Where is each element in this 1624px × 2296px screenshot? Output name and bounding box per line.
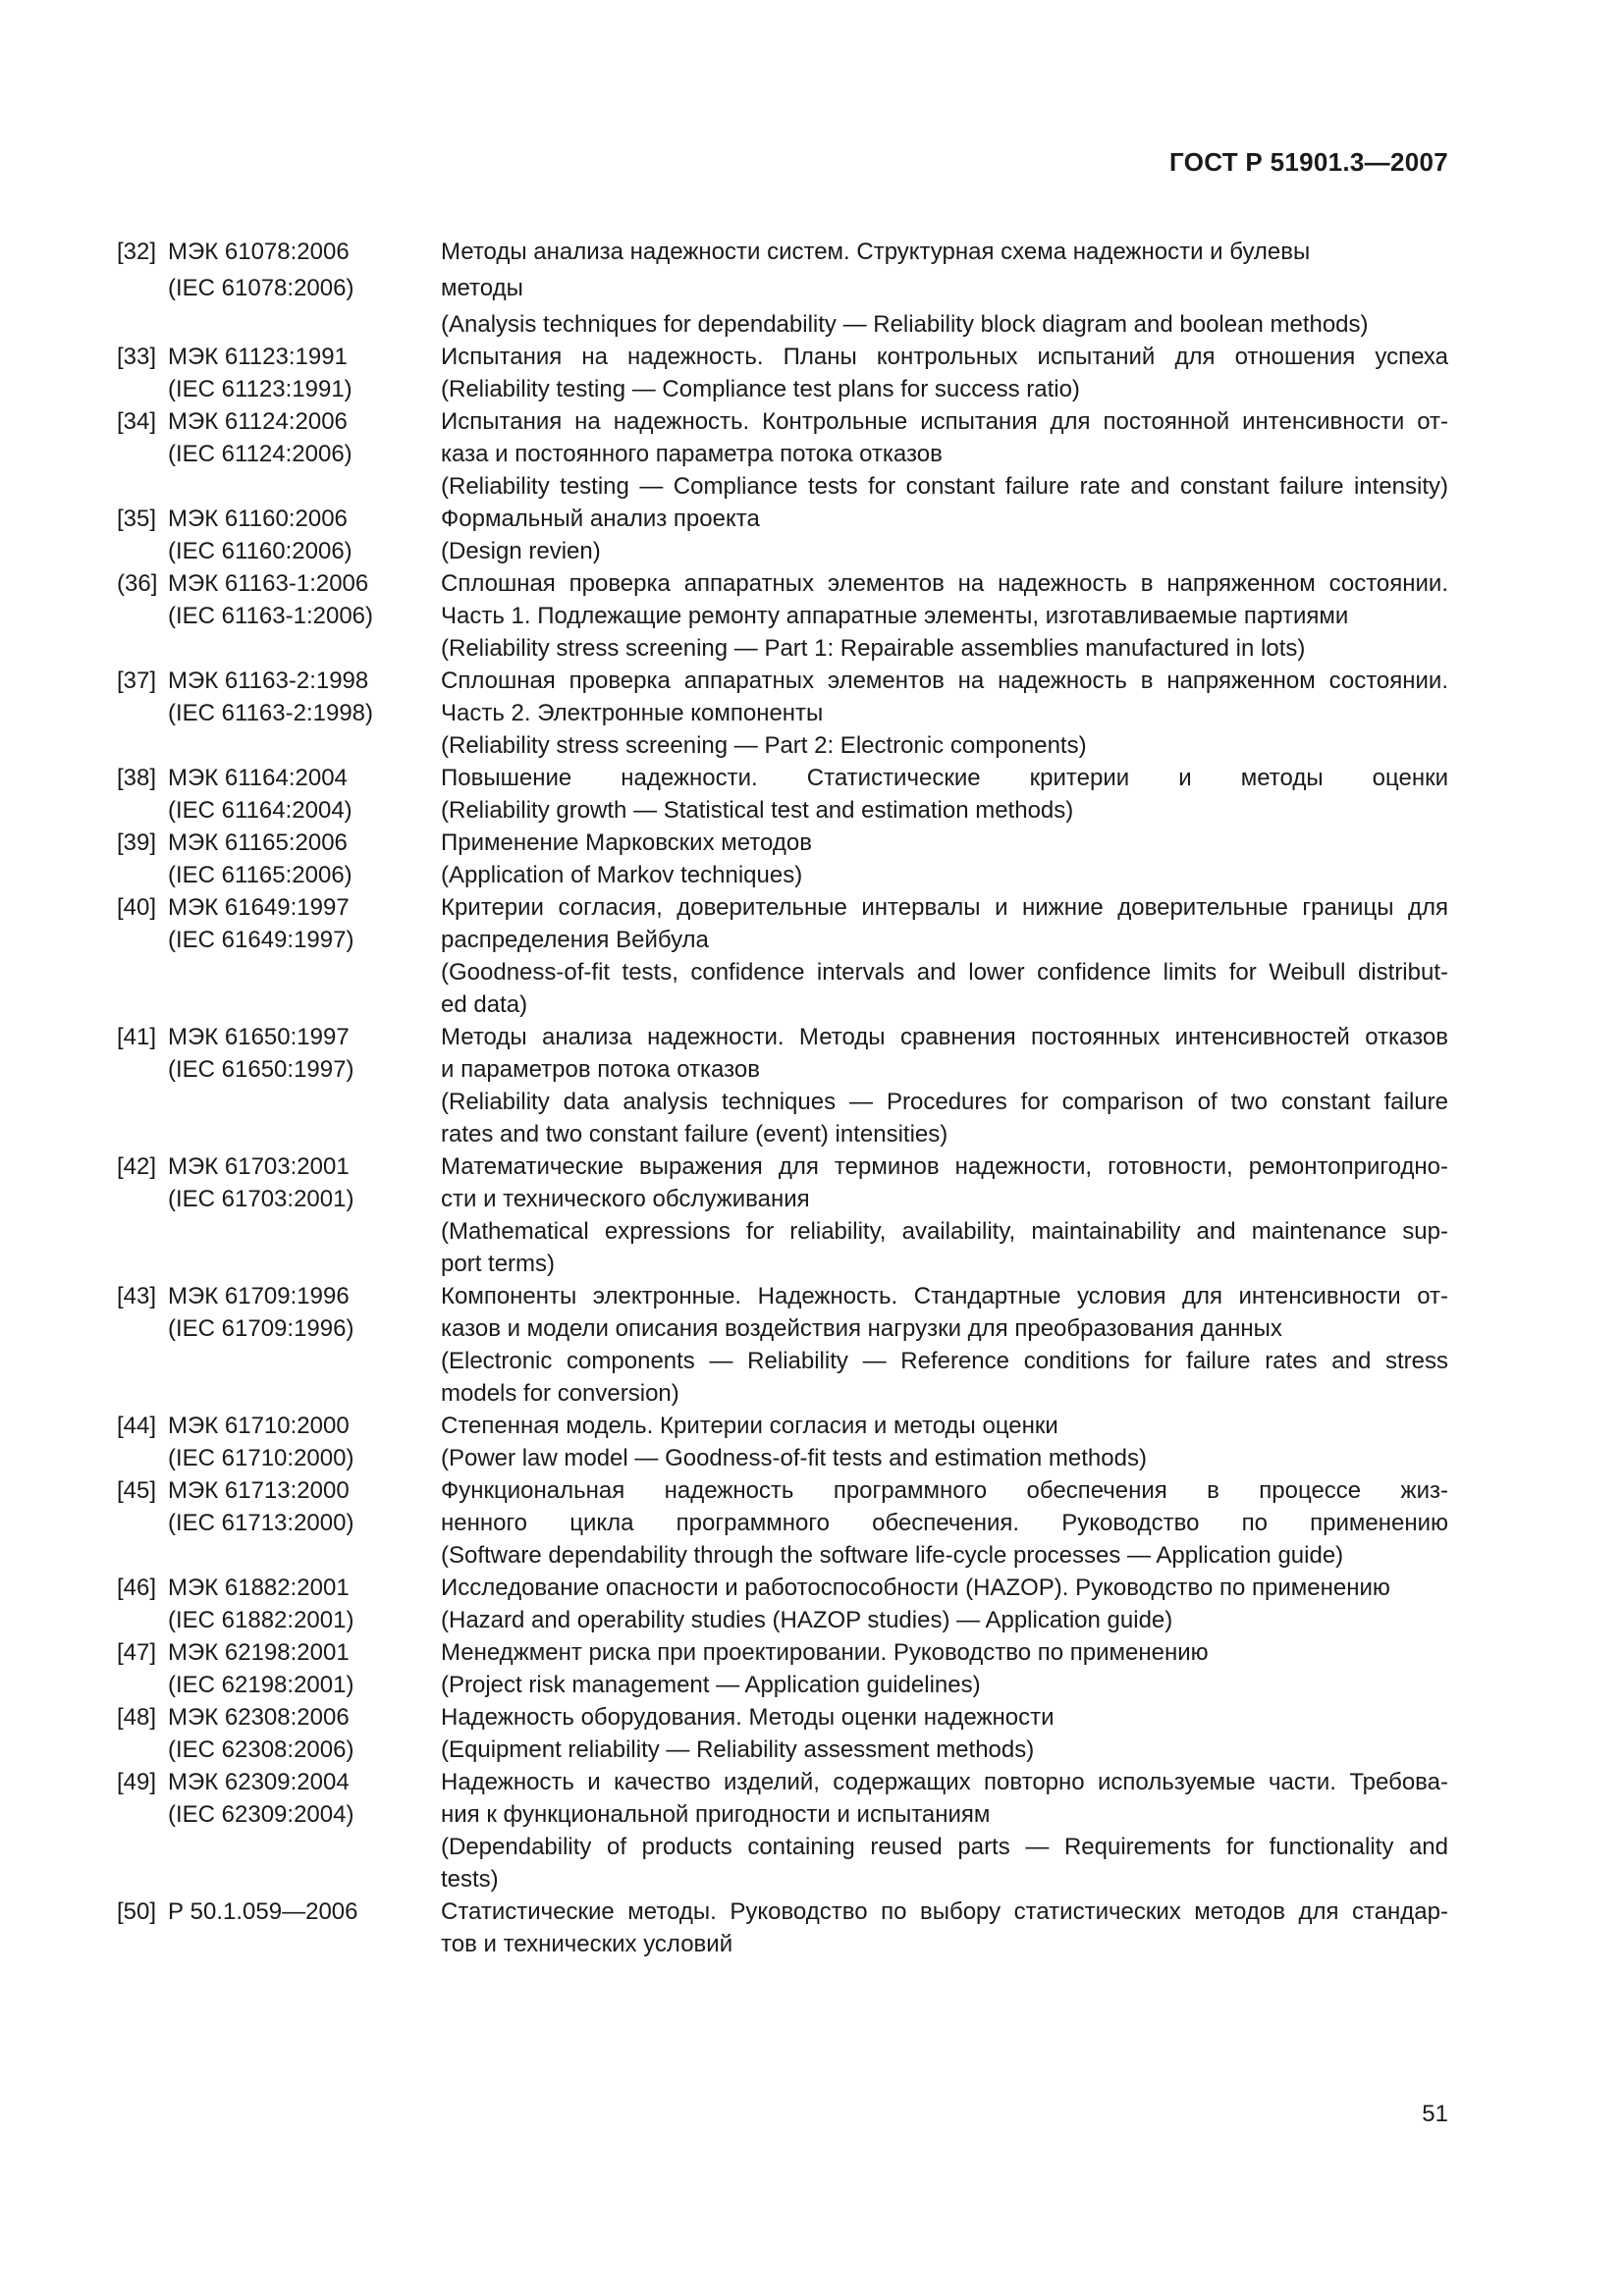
- reference-title-line: Функциональная надежность программного обеспечения в процессе жиз-: [441, 1477, 1448, 1504]
- reference-code: МЭК 61160:2006: [168, 506, 348, 532]
- reference-number: (36]: [117, 570, 158, 597]
- reference-code: МЭК 61709:1996: [168, 1283, 350, 1309]
- reference-number: [50]: [117, 1898, 157, 1925]
- reference-item: [117, 1150, 1448, 1280]
- reference-title-line: (Goodness-of-fit tests, confidence intervals and lower confidence limits for Weibull distribut-: [441, 959, 1448, 986]
- reference-title-line: тов и технических условий: [441, 1931, 733, 1957]
- reference-iec-code: (IEC 61882:2001): [168, 1607, 354, 1633]
- reference-iec-code: (IEC 61163-2:1998): [168, 700, 374, 726]
- reference-iec-code: (IEC 61164:2004): [168, 797, 352, 824]
- reference-number: [45]: [117, 1477, 157, 1504]
- reference-number: [34]: [117, 408, 157, 435]
- reference-code: Р 50.1.059—2006: [168, 1898, 358, 1925]
- reference-item: [117, 1021, 1448, 1150]
- reference-title-line: (Reliability growth — Statistical test and estimation methods): [441, 797, 1074, 824]
- reference-title-line: каза и постоянного параметра потока отказов: [441, 441, 943, 467]
- reference-item: [117, 827, 1448, 891]
- reference-title-line: Применение Марковских методов: [441, 829, 812, 856]
- reference-title-line: Сплошная проверка аппаратных элементов на надежность в напряженном состоянии.: [441, 570, 1448, 597]
- reference-title-line: (Design revien): [441, 538, 601, 564]
- reference-iec-code: (IEC 61078:2006): [168, 275, 354, 301]
- reference-title-line: (Analysis techniques for dependability — Reliability block diagram and boolean methods): [441, 311, 1369, 338]
- reference-iec-code: (IEC 61710:2000): [168, 1445, 354, 1471]
- reference-title-line: методы: [441, 275, 523, 301]
- reference-list: [117, 236, 1448, 1960]
- reference-number: [32]: [117, 239, 157, 265]
- reference-item: [117, 891, 1448, 1021]
- reference-title-line: (Electronic components — Reliability — Reference conditions for failure rates and stress: [441, 1348, 1448, 1374]
- reference-code: МЭК 61649:1997: [168, 894, 350, 921]
- reference-item: [117, 405, 1448, 503]
- reference-number: [48]: [117, 1704, 157, 1731]
- page-number: 51: [1422, 2101, 1448, 2127]
- reference-number: [37]: [117, 667, 157, 694]
- reference-number: [41]: [117, 1024, 157, 1050]
- reference-iec-code: (IEC 61650:1997): [168, 1056, 354, 1083]
- reference-title-line: Сплошная проверка аппаратных элементов на надежность в напряженном состоянии.: [441, 667, 1448, 694]
- reference-iec-code: (IEC 62198:2001): [168, 1672, 354, 1698]
- reference-item: [117, 762, 1448, 827]
- reference-title-line: rates and two constant failure (event) intensities): [441, 1121, 948, 1148]
- reference-title-line: (Reliability stress screening — Part 1: Repairable assemblies manufactured in lots): [441, 635, 1306, 662]
- reference-item: [117, 1701, 1448, 1766]
- reference-number: [44]: [117, 1413, 157, 1439]
- reference-title-line: ненного цикла программного обеспечения. Руководство по применению: [441, 1510, 1448, 1536]
- reference-title-line: (Software dependability through the software life-cycle processes — Application guide): [441, 1542, 1344, 1569]
- reference-title-line: (Dependability of products containing reused parts — Requirements for functionality and: [441, 1834, 1448, 1860]
- reference-item: [117, 665, 1448, 762]
- reference-title-line: Повышение надежности. Статистические критерии и методы оценки: [441, 765, 1448, 791]
- reference-number: [39]: [117, 829, 157, 856]
- reference-number: [47]: [117, 1639, 157, 1666]
- reference-title-line: Формальный анализ проекта: [441, 506, 760, 532]
- reference-item: [117, 1474, 1448, 1572]
- reference-title-line: Менеджмент риска при проектировании. Руководство по применению: [441, 1639, 1209, 1666]
- reference-code: МЭК 61710:2000: [168, 1413, 350, 1439]
- reference-title-line: ния к функциональной пригодности и испытаниям: [441, 1801, 991, 1828]
- reference-title-line: Степенная модель. Критерии согласия и методы оценки: [441, 1413, 1058, 1439]
- reference-item: [117, 1636, 1448, 1701]
- reference-title-line: (Project risk management — Application guidelines): [441, 1672, 981, 1698]
- reference-iec-code: (IEC 62308:2006): [168, 1736, 354, 1763]
- reference-iec-code: (IEC 61124:2006): [168, 441, 352, 467]
- reference-title-line: ed data): [441, 991, 528, 1018]
- reference-title-line: Критерии согласия, доверительные интервалы и нижние доверительные границы для: [441, 894, 1448, 921]
- reference-title-line: Компоненты электронные. Надежность. Стандартные условия для интенсивности от-: [441, 1283, 1448, 1309]
- reference-code: МЭК 62308:2006: [168, 1704, 350, 1731]
- reference-code: МЭК 61124:2006: [168, 408, 348, 435]
- reference-code: МЭК 61163-1:2006: [168, 570, 369, 597]
- reference-code: МЭК 61703:2001: [168, 1153, 350, 1180]
- reference-number: [49]: [117, 1769, 157, 1795]
- reference-item: [117, 236, 1448, 341]
- reference-title-line: Методы анализа надежности систем. Структурная схема надежности и булевы: [441, 239, 1311, 265]
- reference-number: [46]: [117, 1575, 157, 1601]
- reference-number: [33]: [117, 344, 157, 370]
- reference-item: [117, 1766, 1448, 1896]
- reference-code: МЭК 62198:2001: [168, 1639, 350, 1666]
- reference-number: [40]: [117, 894, 157, 921]
- reference-title-line: (Power law model — Goodness-of-fit tests and estimation methods): [441, 1445, 1147, 1471]
- reference-code: МЭК 61123:1991: [168, 344, 348, 370]
- reference-title-line: (Hazard and operability studies (HAZOP studies) — Application guide): [441, 1607, 1173, 1633]
- reference-number: [38]: [117, 765, 157, 791]
- reference-title-line: Исследование опасности и работоспособности (HAZOP). Руководство по применению: [441, 1575, 1390, 1601]
- reference-code: МЭК 61713:2000: [168, 1477, 350, 1504]
- reference-number: [42]: [117, 1153, 157, 1180]
- reference-title-line: (Reliability testing — Compliance test plans for success ratio): [441, 376, 1080, 402]
- reference-title-line: models for conversion): [441, 1380, 679, 1407]
- reference-title-line: Испытания на надежность. Планы контрольных испытаний для отношения успеха: [441, 344, 1448, 370]
- reference-iec-code: (IEC 62309:2004): [168, 1801, 354, 1828]
- reference-code: МЭК 61078:2006: [168, 239, 350, 265]
- reference-number: [43]: [117, 1283, 157, 1309]
- reference-title-line: (Mathematical expressions for reliability, availability, maintainability and maintenance sup-: [441, 1218, 1448, 1245]
- reference-title-line: Часть 1. Подлежащие ремонту аппаратные элементы, изготавливаемые партиями: [441, 603, 1349, 629]
- reference-title-line: Надежность и качество изделий, содержащих повторно используемые части. Требова-: [441, 1769, 1448, 1795]
- reference-title-line: казов и модели описания воздействия нагрузки для преобразования данных: [441, 1315, 1282, 1342]
- reference-item: [117, 341, 1448, 405]
- reference-item: [117, 1280, 1448, 1410]
- reference-iec-code: (IEC 61713:2000): [168, 1510, 354, 1536]
- reference-title-line: Статистические методы. Руководство по выбору статистических методов для стандар-: [441, 1898, 1448, 1925]
- document-header: ГОСТ Р 51901.3—2007: [1169, 147, 1448, 177]
- reference-item: [117, 1572, 1448, 1636]
- reference-title-line: и параметров потока отказов: [441, 1056, 760, 1083]
- reference-title-line: Надежность оборудования. Методы оценки надежности: [441, 1704, 1055, 1731]
- reference-number: [35]: [117, 506, 157, 532]
- reference-title-line: Методы анализа надежности. Методы сравнения постоянных интенсивностей отказов: [441, 1024, 1448, 1050]
- reference-title-line: (Application of Markov techniques): [441, 862, 803, 888]
- reference-iec-code: (IEC 61649:1997): [168, 927, 354, 953]
- reference-code: МЭК 62309:2004: [168, 1769, 350, 1795]
- reference-iec-code: (IEC 61165:2006): [168, 862, 352, 888]
- reference-code: МЭК 61650:1997: [168, 1024, 350, 1050]
- reference-title-line: (Reliability testing — Compliance tests for constant failure rate and constant failure intensity): [441, 473, 1448, 500]
- reference-title-line: port terms): [441, 1251, 556, 1277]
- reference-title-line: (Reliability data analysis techniques — Procedures for comparison of two constant failure: [441, 1089, 1448, 1115]
- reference-iec-code: (IEC 61709:1996): [168, 1315, 354, 1342]
- reference-iec-code: (IEC 61160:2006): [168, 538, 352, 564]
- reference-iec-code: (IEC 61163-1:2006): [168, 603, 374, 629]
- reference-item: [117, 1896, 1448, 1960]
- reference-title-line: Математические выражения для терминов надежности, готовности, ремонтопригодно-: [441, 1153, 1448, 1180]
- reference-code: МЭК 61163-2:1998: [168, 667, 369, 694]
- reference-title-line: Испытания на надежность. Контрольные испытания для постоянной интенсивности от-: [441, 408, 1448, 435]
- reference-code: МЭК 61164:2004: [168, 765, 348, 791]
- reference-code: МЭК 61882:2001: [168, 1575, 350, 1601]
- reference-title-line: (Equipment reliability — Reliability assessment methods): [441, 1736, 1035, 1763]
- reference-title-line: tests): [441, 1866, 499, 1893]
- reference-item: [117, 567, 1448, 665]
- reference-title-line: (Reliability stress screening — Part 2: Electronic components): [441, 732, 1087, 759]
- reference-item: [117, 503, 1448, 567]
- reference-item: [117, 1410, 1448, 1474]
- reference-iec-code: (IEC 61703:2001): [168, 1186, 354, 1212]
- reference-title-line: сти и технического обслуживания: [441, 1186, 810, 1212]
- reference-title-line: Часть 2. Электронные компоненты: [441, 700, 824, 726]
- reference-title-line: распределения Вейбула: [441, 927, 709, 953]
- reference-code: МЭК 61165:2006: [168, 829, 348, 856]
- reference-iec-code: (IEC 61123:1991): [168, 376, 352, 402]
